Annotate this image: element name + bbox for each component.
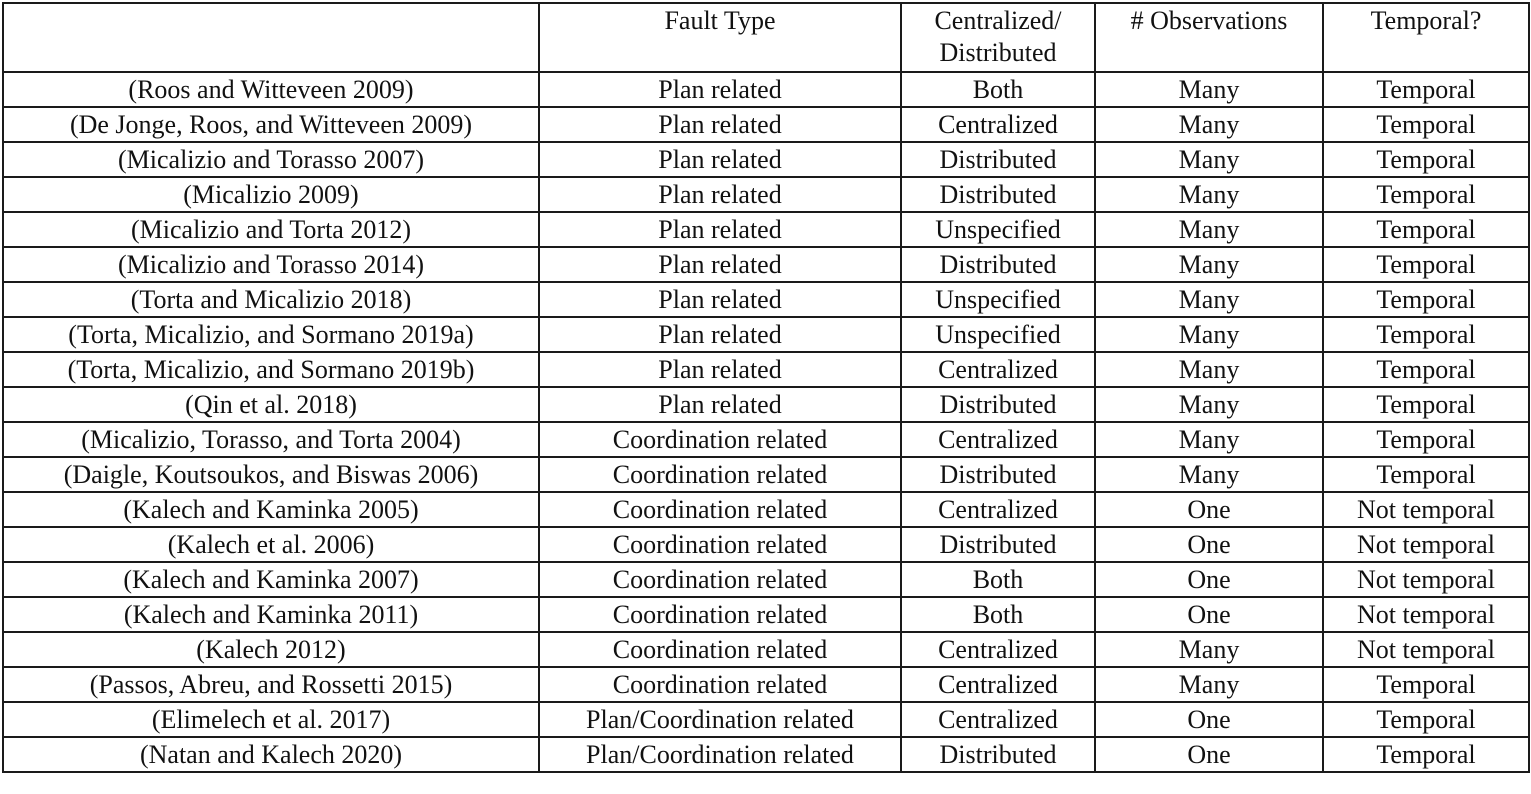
table-row xyxy=(3,527,1529,562)
cell-reference: (Micalizio and Torasso 2007) xyxy=(3,142,539,177)
cell-observations: Many xyxy=(1095,177,1323,212)
cell-temporal: Temporal xyxy=(1323,282,1529,317)
cell-observations: One xyxy=(1095,737,1323,772)
cell-reference: (Kalech and Kaminka 2005) xyxy=(3,492,539,527)
header-observations: # Observations xyxy=(1095,3,1323,72)
header-fault-type: Fault Type xyxy=(539,3,901,72)
table-row xyxy=(3,142,1529,177)
table-row xyxy=(3,107,1529,142)
cell-reference: (Kalech and Kaminka 2011) xyxy=(3,597,539,632)
cell-observations: Many xyxy=(1095,632,1323,667)
cell-temporal: Temporal xyxy=(1323,72,1529,107)
cell-centralized-distributed: Both xyxy=(901,72,1095,107)
cell-reference: (Elimelech et al. 2017) xyxy=(3,702,539,737)
table-row xyxy=(3,597,1529,632)
cell-fault-type: Plan related xyxy=(539,282,901,317)
cell-observations: Many xyxy=(1095,107,1323,142)
cell-observations: Many xyxy=(1095,142,1323,177)
cell-centralized-distributed: Centralized xyxy=(901,632,1095,667)
header-centralized-line1: Centralized/ xyxy=(934,6,1062,35)
table-row xyxy=(3,352,1529,387)
cell-temporal: Temporal xyxy=(1323,247,1529,282)
table-header xyxy=(3,3,1529,72)
cell-reference: (Torta and Micalizio 2018) xyxy=(3,282,539,317)
cell-centralized-distributed: Centralized xyxy=(901,492,1095,527)
cell-fault-type: Coordination related xyxy=(539,632,901,667)
cell-temporal: Temporal xyxy=(1323,212,1529,247)
cell-centralized-distributed: Unspecified xyxy=(901,317,1095,352)
cell-temporal: Temporal xyxy=(1323,317,1529,352)
table-row xyxy=(3,247,1529,282)
cell-reference: (Torta, Micalizio, and Sormano 2019b) xyxy=(3,352,539,387)
cell-fault-type: Plan related xyxy=(539,72,901,107)
cell-fault-type: Plan related xyxy=(539,177,901,212)
comparison-table xyxy=(2,2,1530,773)
header-temporal: Temporal? xyxy=(1323,3,1529,72)
cell-centralized-distributed: Unspecified xyxy=(901,282,1095,317)
cell-observations: One xyxy=(1095,702,1323,737)
cell-fault-type: Coordination related xyxy=(539,457,901,492)
table-row xyxy=(3,492,1529,527)
cell-observations: Many xyxy=(1095,212,1323,247)
cell-observations: Many xyxy=(1095,72,1323,107)
cell-observations: Many xyxy=(1095,247,1323,282)
cell-temporal: Temporal xyxy=(1323,737,1529,772)
cell-fault-type: Plan related xyxy=(539,107,901,142)
header-reference xyxy=(3,3,539,72)
cell-centralized-distributed: Distributed xyxy=(901,387,1095,422)
cell-observations: One xyxy=(1095,562,1323,597)
table-row xyxy=(3,562,1529,597)
table-row xyxy=(3,387,1529,422)
table-row xyxy=(3,667,1529,702)
cell-centralized-distributed: Distributed xyxy=(901,177,1095,212)
cell-centralized-distributed: Both xyxy=(901,562,1095,597)
cell-fault-type: Coordination related xyxy=(539,492,901,527)
cell-reference: (Micalizio 2009) xyxy=(3,177,539,212)
header-centralized-distributed xyxy=(901,3,1095,72)
cell-centralized-distributed: Centralized xyxy=(901,702,1095,737)
cell-temporal: Temporal xyxy=(1323,387,1529,422)
header-row xyxy=(3,3,1529,72)
cell-fault-type: Coordination related xyxy=(539,562,901,597)
cell-fault-type: Plan/Coordination related xyxy=(539,702,901,737)
cell-reference: (Natan and Kalech 2020) xyxy=(3,737,539,772)
cell-temporal: Temporal xyxy=(1323,177,1529,212)
cell-centralized-distributed: Centralized xyxy=(901,667,1095,702)
cell-centralized-distributed: Distributed xyxy=(901,737,1095,772)
cell-fault-type: Plan related xyxy=(539,212,901,247)
cell-temporal: Not temporal xyxy=(1323,492,1529,527)
header-centralized-line2: Distributed xyxy=(939,38,1057,67)
cell-centralized-distributed: Distributed xyxy=(901,457,1095,492)
cell-temporal: Not temporal xyxy=(1323,632,1529,667)
table-row xyxy=(3,422,1529,457)
cell-fault-type: Plan related xyxy=(539,247,901,282)
cell-reference: (Qin et al. 2018) xyxy=(3,387,539,422)
cell-reference: (Roos and Witteveen 2009) xyxy=(3,72,539,107)
cell-reference: (Passos, Abreu, and Rossetti 2015) xyxy=(3,667,539,702)
cell-fault-type: Plan related xyxy=(539,317,901,352)
cell-temporal: Not temporal xyxy=(1323,597,1529,632)
cell-fault-type: Coordination related xyxy=(539,422,901,457)
cell-temporal: Temporal xyxy=(1323,667,1529,702)
cell-temporal: Temporal xyxy=(1323,457,1529,492)
cell-reference: (Kalech 2012) xyxy=(3,632,539,667)
cell-temporal: Temporal xyxy=(1323,352,1529,387)
cell-reference: (Torta, Micalizio, and Sormano 2019a) xyxy=(3,317,539,352)
table-body xyxy=(3,72,1529,772)
cell-observations: One xyxy=(1095,492,1323,527)
table-row xyxy=(3,72,1529,107)
cell-temporal: Temporal xyxy=(1323,107,1529,142)
cell-fault-type: Coordination related xyxy=(539,667,901,702)
cell-fault-type: Plan related xyxy=(539,387,901,422)
cell-temporal: Temporal xyxy=(1323,142,1529,177)
cell-observations: Many xyxy=(1095,387,1323,422)
cell-fault-type: Coordination related xyxy=(539,527,901,562)
cell-observations: Many xyxy=(1095,422,1323,457)
cell-reference: (Micalizio and Torta 2012) xyxy=(3,212,539,247)
table-row xyxy=(3,177,1529,212)
table-row xyxy=(3,457,1529,492)
table-row xyxy=(3,212,1529,247)
cell-temporal: Not temporal xyxy=(1323,562,1529,597)
table-row xyxy=(3,702,1529,737)
cell-reference: (Micalizio and Torasso 2014) xyxy=(3,247,539,282)
cell-observations: Many xyxy=(1095,317,1323,352)
cell-reference: (Micalizio, Torasso, and Torta 2004) xyxy=(3,422,539,457)
cell-centralized-distributed: Centralized xyxy=(901,422,1095,457)
cell-reference: (Kalech and Kaminka 2007) xyxy=(3,562,539,597)
table-row xyxy=(3,282,1529,317)
table-row xyxy=(3,632,1529,667)
cell-centralized-distributed: Centralized xyxy=(901,352,1095,387)
cell-temporal: Temporal xyxy=(1323,702,1529,737)
cell-observations: Many xyxy=(1095,282,1323,317)
cell-observations: One xyxy=(1095,597,1323,632)
cell-centralized-distributed: Distributed xyxy=(901,142,1095,177)
cell-reference: (Kalech et al. 2006) xyxy=(3,527,539,562)
cell-centralized-distributed: Distributed xyxy=(901,527,1095,562)
cell-fault-type: Plan/Coordination related xyxy=(539,737,901,772)
cell-observations: Many xyxy=(1095,352,1323,387)
cell-fault-type: Plan related xyxy=(539,352,901,387)
cell-centralized-distributed: Centralized xyxy=(901,107,1095,142)
cell-centralized-distributed: Both xyxy=(901,597,1095,632)
table-row xyxy=(3,737,1529,772)
cell-reference: (Daigle, Koutsoukos, and Biswas 2006) xyxy=(3,457,539,492)
cell-fault-type: Plan related xyxy=(539,142,901,177)
table-row xyxy=(3,317,1529,352)
cell-reference: (De Jonge, Roos, and Witteveen 2009) xyxy=(3,107,539,142)
cell-temporal: Not temporal xyxy=(1323,527,1529,562)
cell-observations: Many xyxy=(1095,667,1323,702)
cell-fault-type: Coordination related xyxy=(539,597,901,632)
cell-centralized-distributed: Distributed xyxy=(901,247,1095,282)
cell-centralized-distributed: Unspecified xyxy=(901,212,1095,247)
cell-observations: One xyxy=(1095,527,1323,562)
cell-observations: Many xyxy=(1095,457,1323,492)
cell-temporal: Temporal xyxy=(1323,422,1529,457)
